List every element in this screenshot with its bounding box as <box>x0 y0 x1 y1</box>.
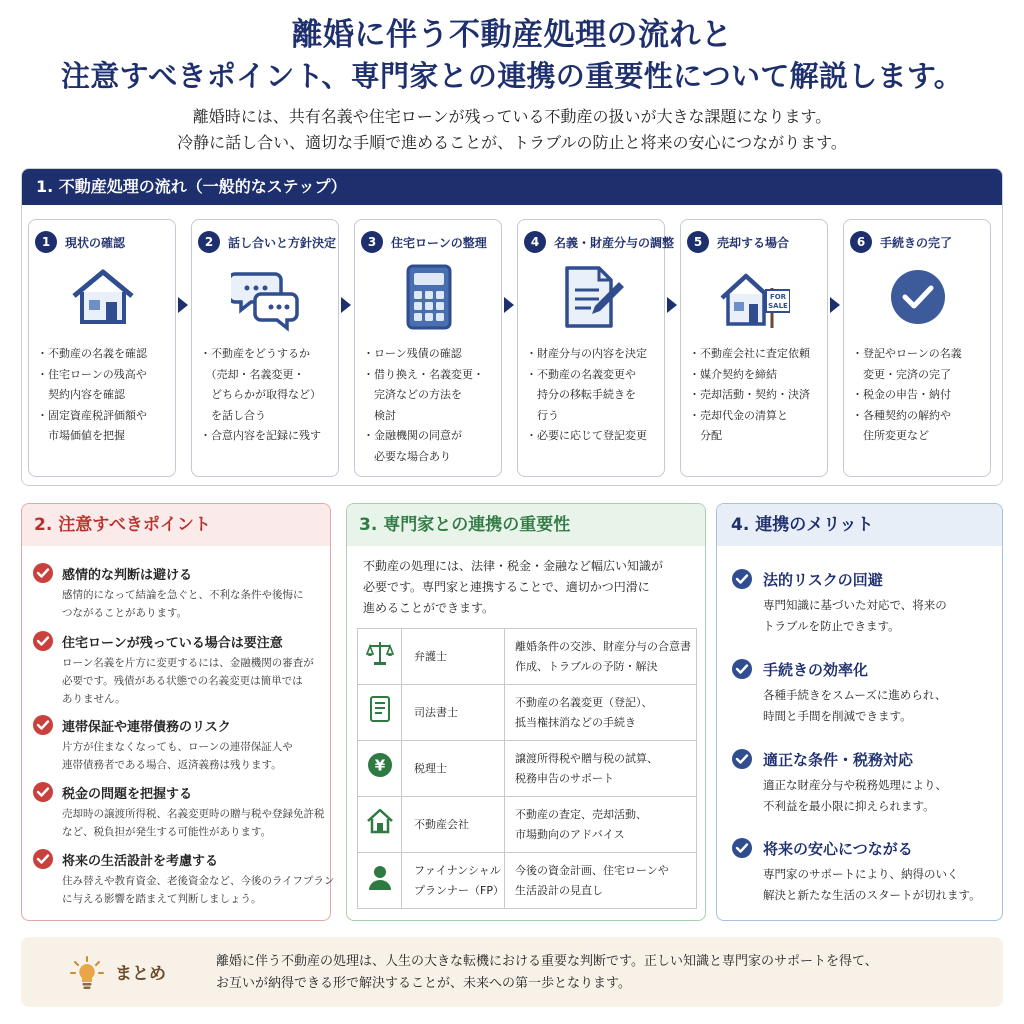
expert-desc-line: 離婚条件の交渉、財産分与の合意書 <box>514 639 691 653</box>
expert-description <box>504 853 696 909</box>
step-number-badge: 1 <box>35 231 57 253</box>
summary-line: 離婚に伴う不動産の処理は、人生の大きな転機における重要な判断です。正しい知識と専門家のサポートを得て、 <box>216 954 878 969</box>
lead-line-2: 冷静に話し合い、適切な手順で進めることが、トラブルの防止と将来の安心につながります。 <box>177 133 847 152</box>
merit-body <box>763 864 981 906</box>
caution-point-line: 感情的になって結論を急ぐと、不利な条件や後悔に <box>62 589 304 601</box>
caution-point-line: 片方が住まなくなっても、ローンの連帯保証人や <box>62 741 293 753</box>
caution-point-line: など、税負担が発生する可能性があります。 <box>62 826 272 838</box>
caution-point-line: に与える影響を踏まえて判断しましょう。 <box>62 893 262 905</box>
calculator-icon <box>394 262 464 332</box>
caution-point-line: 住み替えや教育資金、老後資金など、今後のライフプラン <box>62 875 335 887</box>
intro-line: 必要です。専門家と連携することで、適切かつ円滑に <box>363 580 650 594</box>
check-icon <box>731 658 753 680</box>
expert-desc-line: 不動産の名義変更（登記）、 <box>514 695 653 709</box>
caution-point-body <box>62 586 324 622</box>
check-circle-icon <box>883 262 953 332</box>
step-body-line: ・不動産会社に査定依頼 <box>689 347 810 360</box>
check-icon <box>731 748 753 770</box>
title-line-2: 注意すべきポイント、専門家との連携の重要性について解説します。 <box>60 59 964 93</box>
step-body-line: （売却・名義変更・ <box>200 367 305 381</box>
expert-name <box>402 797 505 853</box>
step-body-line: ・売却代金の清算と <box>689 408 788 422</box>
step-body-line: 分配 <box>689 429 722 442</box>
merit-title: 法的リスクの回避 <box>763 571 883 589</box>
check-icon <box>32 848 54 870</box>
caution-point-line: 必要です。残債がある状態での名義変更は簡単では <box>62 675 303 687</box>
step-body-line: ・不動産の名義を確認 <box>37 347 147 360</box>
step-body-line: ・売却活動・契約・決済 <box>689 388 810 401</box>
expert-desc-line: 譲渡所得税や贈与税の試算、 <box>514 751 658 765</box>
check-icon <box>32 562 54 584</box>
house-icon <box>68 262 138 332</box>
step-body-line: 検討 <box>363 408 396 422</box>
caution-point-line: ありません。 <box>62 693 126 705</box>
step-body-line: ・税金の申告・納付 <box>852 388 951 401</box>
house-outline-icon <box>358 797 402 853</box>
expert-name-line: ファイナンシャル <box>414 863 501 877</box>
expert-row <box>358 853 697 909</box>
summary-label: まとめ <box>115 964 166 984</box>
check-icon <box>32 714 54 736</box>
merit-line: 専門家のサポートにより、納得のいく <box>763 867 959 881</box>
check-icon <box>32 630 54 652</box>
step-card <box>354 219 502 477</box>
merit-title: 適正な条件・税務対応 <box>763 751 914 769</box>
step-body-line: ・不動産をどうするか <box>200 347 310 360</box>
expert-collaboration-intro <box>363 556 693 619</box>
page-title <box>0 14 1024 96</box>
step-arrow-icon <box>178 297 188 313</box>
step-body-line: 必要な場合あり <box>363 449 451 463</box>
check-icon <box>731 837 753 859</box>
merit-line: 時間と手間を削減できます。 <box>763 709 912 723</box>
step-body-line: を話し合う <box>200 408 266 422</box>
merit-title: 手続きの効率化 <box>763 661 869 679</box>
step-body-line: 変更・完済の完了 <box>852 367 951 381</box>
step-arrow-icon <box>830 297 840 313</box>
merit-line: 適正な財産分与や税務処理により、 <box>763 778 947 792</box>
step-body-line: ・金融機関の同意が <box>363 429 462 442</box>
step-body-line: 行う <box>526 408 559 422</box>
step-card <box>517 219 675 477</box>
step-header <box>192 230 338 254</box>
scales-icon <box>358 629 402 685</box>
step-body-line: ・合意内容を記録に残す <box>200 429 321 442</box>
merit-line: 各種手続きをスムーズに進められ、 <box>763 688 947 702</box>
step-header <box>844 230 990 254</box>
caution-point-title: 住宅ローンが残っている場合は要注意 <box>62 636 283 651</box>
expert-name <box>402 853 505 909</box>
step-body-line: ・不動産の名義変更や <box>526 367 636 381</box>
step-number-badge: 6 <box>850 231 872 253</box>
expert-name <box>402 685 505 741</box>
step-body-line: 完済などの方法を <box>363 388 462 401</box>
step-body <box>200 344 336 447</box>
merits-heading: 4. 連携のメリット <box>717 504 1002 546</box>
step-header <box>681 230 827 254</box>
step-body-line: ・登記やローンの名義 <box>852 347 962 360</box>
step-body <box>526 344 662 447</box>
summary-box <box>21 937 1003 1007</box>
merit-line: 専門知識に基づいた対応で、将来の <box>763 598 947 612</box>
caution-points-heading: 2. 注意すべきポイント <box>22 504 330 546</box>
step-card <box>28 219 176 477</box>
step-body-line: ・借り換え・名義変更・ <box>363 367 484 381</box>
summary-text <box>216 951 878 995</box>
step-number-badge: 4 <box>524 231 546 253</box>
expert-desc-line: 不動産の査定、売却活動、 <box>514 807 647 821</box>
step-number-badge: 2 <box>198 231 220 253</box>
step-body <box>689 344 825 447</box>
caution-point-line: ローン名義を片方に変更するには、金融機関の審査が <box>62 657 314 669</box>
caution-point-body <box>62 872 335 908</box>
svg-text:¥: ¥ <box>374 756 385 775</box>
svg-text:FOR: FOR <box>769 293 787 301</box>
caution-point-title: 連帯保証や連帯債務のリスク <box>62 720 231 735</box>
expert-description <box>504 629 696 685</box>
expert-description <box>504 741 696 797</box>
expert-row <box>358 797 697 853</box>
house-for-sale-icon <box>720 262 790 332</box>
step-body-line: ・媒介契約を締結 <box>689 367 777 381</box>
step-arrow-icon <box>667 297 677 313</box>
svg-text:SALE: SALE <box>768 302 788 310</box>
person-icon <box>358 853 402 909</box>
expert-row <box>358 685 697 741</box>
merit-title: 将来の安心につながる <box>763 840 913 858</box>
lightbulb-icon <box>69 955 105 991</box>
step-body-line: 住所変更など <box>852 429 929 442</box>
process-flow-section <box>21 168 1003 486</box>
check-icon <box>32 781 54 803</box>
merit-line: トラブルを防止できます。 <box>763 619 900 633</box>
expert-name-line: 不動産会社 <box>414 817 469 831</box>
check-icon <box>731 568 753 590</box>
step-body-line: 持分の移転手続きを <box>526 388 636 401</box>
step-body-line: ・ローン残債の確認 <box>363 347 462 360</box>
caution-point-body <box>62 738 324 774</box>
step-body-line: ・固定資産税評価額や <box>37 408 147 422</box>
step-body-line: ・財産分与の内容を決定 <box>526 347 647 360</box>
merit-body <box>763 595 947 637</box>
summary-line: お互いが納得できる形で解決することが、未来への第一歩となります。 <box>216 976 631 991</box>
step-title: 住宅ローンの整理 <box>391 235 487 250</box>
step-body-line: ・各種契約の解約や <box>852 408 951 422</box>
step-arrow-icon <box>504 297 514 313</box>
lead-text <box>0 104 1024 156</box>
expert-name <box>402 741 505 797</box>
expert-description <box>504 685 696 741</box>
chat-bubbles-icon <box>231 262 301 332</box>
step-body-line: 契約内容を確認 <box>37 388 125 401</box>
intro-line: 進めることができます。 <box>363 601 495 615</box>
step-body-line: ・必要に応じて登記変更 <box>526 429 647 442</box>
step-header <box>518 230 675 254</box>
step-title: 名義・財産分与の調整 <box>554 235 675 250</box>
merits-section <box>716 503 1003 921</box>
step-title: 話し合いと方針決定 <box>228 235 337 250</box>
caution-point-title: 将来の生活設計を考慮する <box>62 854 219 869</box>
intro-line: 不動産の処理には、法律・税金・金融など幅広い知識が <box>363 559 664 573</box>
expert-desc-line: 今後の資金計画、住宅ローンや <box>514 863 669 877</box>
document-icon <box>358 685 402 741</box>
expert-name-line: 弁護士 <box>414 649 447 663</box>
step-card <box>680 219 828 477</box>
caution-point-line: つながることがあります。 <box>62 607 188 619</box>
yen-icon <box>358 741 402 797</box>
expert-desc-line: 生活設計の見直し <box>514 883 603 897</box>
caution-point-title: 税金の問題を把握する <box>62 787 193 802</box>
step-body-line: 市場価値を把握 <box>37 429 125 442</box>
caution-point-body <box>62 805 324 841</box>
lead-line-1: 離婚時には、共有名義や住宅ローンが残っている不動産の扱いが大きな課題になります。 <box>192 107 832 126</box>
step-card <box>843 219 991 477</box>
caution-point-line: 売却時の譲渡所得税、名義変更時の贈与税や登録免許税 <box>62 808 325 820</box>
process-flow-heading: 1. 不動産処理の流れ（一般的なステップ） <box>22 169 1002 205</box>
merit-line: 不利益を最小限に抑えられます。 <box>763 799 935 813</box>
caution-points-section <box>21 503 335 921</box>
step-title: 売却する場合 <box>717 235 790 250</box>
expert-name <box>402 629 505 685</box>
expert-desc-line: 税務申告のサポート <box>514 771 614 785</box>
step-body <box>852 344 988 447</box>
expert-desc-line: 作成、トラブルの予防・解決 <box>514 659 658 673</box>
expert-name-line: 税理士 <box>414 761 447 775</box>
expert-name-line: 司法書士 <box>414 705 458 719</box>
expert-row <box>358 741 697 797</box>
step-body <box>37 344 173 447</box>
caution-point-title: 感情的な判断は避ける <box>62 568 193 583</box>
expert-collaboration-section <box>346 503 706 921</box>
expert-row <box>358 629 697 685</box>
step-number-badge: 3 <box>361 231 383 253</box>
expert-desc-line: 市場動向のアドバイス <box>514 827 625 841</box>
title-line-1: 離婚に伴う不動産処理の流れと <box>291 17 733 53</box>
merit-line: 解決と新たな生活のスタートが切れます。 <box>763 888 981 902</box>
step-title: 現状の確認 <box>65 235 126 250</box>
expert-collaboration-heading: 3. 専門家との連携の重要性 <box>347 504 705 546</box>
document-pen-icon <box>557 262 627 332</box>
expert-description <box>504 797 696 853</box>
expert-desc-line: 抵当権抹消などの手続き <box>514 715 636 729</box>
expert-table <box>357 628 697 909</box>
step-body <box>363 344 499 467</box>
merit-body <box>763 775 947 817</box>
step-number-badge: 5 <box>687 231 709 253</box>
step-header <box>29 230 175 254</box>
steps-row <box>28 219 1000 477</box>
step-header <box>355 230 501 254</box>
caution-point-body <box>62 654 324 708</box>
expert-name-line: プランナー（FP） <box>414 883 504 897</box>
step-body-line: どちらかが取得など） <box>200 388 321 401</box>
step-title: 手続きの完了 <box>880 235 953 250</box>
step-body-line: ・住宅ローンの残高や <box>37 367 147 381</box>
step-arrow-icon <box>341 297 351 313</box>
caution-point-line: 連帯債務者である場合、返済義務は残ります。 <box>62 759 282 771</box>
step-card <box>191 219 339 477</box>
merit-body <box>763 685 947 727</box>
